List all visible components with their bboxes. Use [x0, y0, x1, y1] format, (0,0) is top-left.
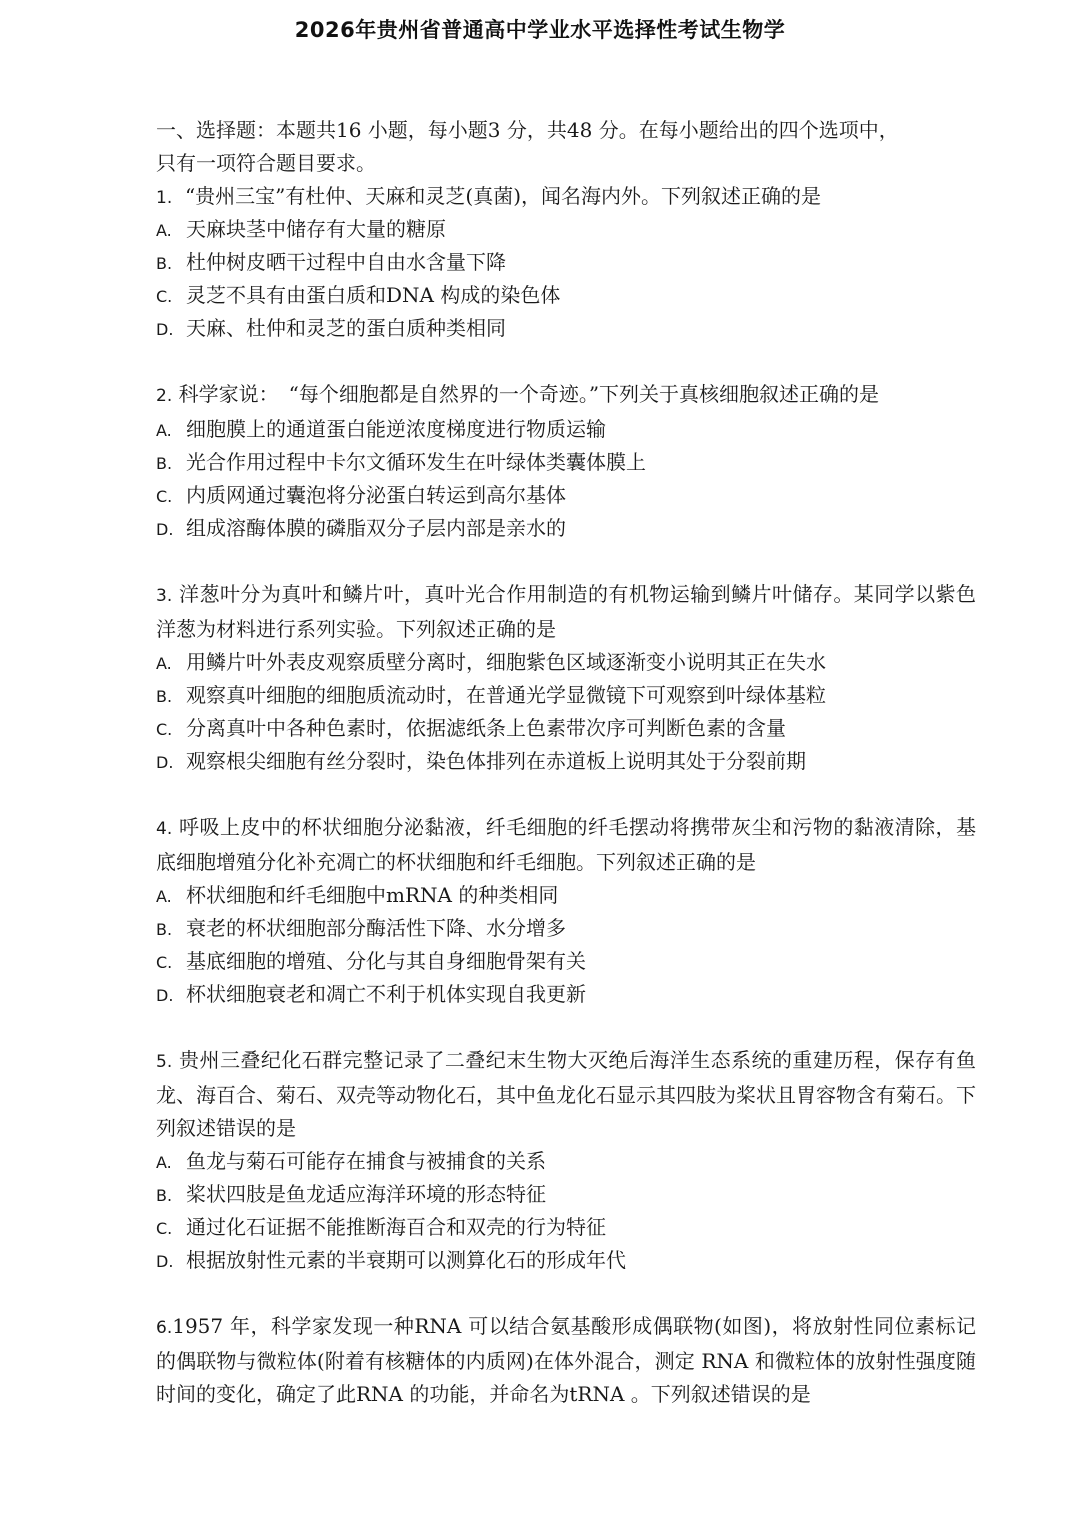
option-b	[156, 679, 976, 712]
option-letter: D.	[156, 520, 174, 539]
question-number: 4.	[156, 819, 173, 839]
option-a	[156, 1145, 976, 1178]
option-letter: B.	[156, 454, 173, 473]
option-letter: C.	[156, 1219, 173, 1238]
option-a	[156, 413, 976, 446]
option-c	[156, 712, 976, 745]
question-4	[156, 811, 976, 1011]
question-stem: 贵州三叠纪化石群完整记录了二叠纪末生物大灭绝后海洋生态系统的重建历程，保存有鱼龙、海百合、菊石、双壳等动物化石，其中鱼龙化石显示其四肢为桨状且胃容物含有菊石。下列叙述错误的是	[156, 1048, 977, 1140]
option-c	[156, 479, 976, 512]
option-letter: A.	[156, 221, 172, 240]
option-letter: D.	[156, 986, 174, 1005]
option-letter: A.	[156, 1153, 172, 1172]
option-text: 根据放射性元素的半衰期可以测算化石的形成年代	[186, 1248, 626, 1272]
exam-content	[156, 114, 976, 1411]
option-letter: D.	[156, 753, 174, 772]
option-text: 分离真叶中各种色素时，依据滤纸条上色素带次序可判断色素的含量	[186, 716, 786, 740]
option-d	[156, 512, 976, 545]
question-number: 3.	[156, 586, 173, 606]
option-text: 桨状四肢是鱼龙适应海洋环境的形态特征	[186, 1182, 546, 1206]
option-b	[156, 246, 976, 279]
section-header-line2: 只有一项符合题目要求。	[156, 151, 376, 175]
option-letter: C.	[156, 953, 173, 972]
option-text: 基底细胞的增殖、分化与其自身细胞骨架有关	[186, 949, 586, 973]
option-letter: A.	[156, 654, 172, 673]
option-text: 天麻、杜仲和灵芝的蛋白质种类相同	[186, 316, 506, 340]
section-header-line1: 一、选择题：本题共16 小题，每小题3 分，共48 分。在每小题给出的四个选项中，	[156, 118, 899, 142]
option-letter: C.	[156, 287, 173, 306]
option-letter: C.	[156, 720, 173, 739]
option-letter: A.	[156, 421, 172, 440]
question-6	[156, 1310, 976, 1411]
option-c	[156, 945, 976, 978]
question-number: 2.	[156, 386, 173, 406]
option-a	[156, 879, 976, 912]
option-text: 天麻块茎中储存有大量的糖原	[186, 217, 446, 241]
option-text: 灵芝不具有由蛋白质和DNA 构成的染色体	[186, 283, 561, 307]
option-text: 内质网通过囊泡将分泌蛋白转运到高尔基体	[186, 483, 566, 507]
option-text: 通过化石证据不能推断海百合和双壳的行为特征	[186, 1215, 606, 1239]
option-c	[156, 1211, 976, 1244]
option-letter: D.	[156, 320, 174, 339]
option-d	[156, 978, 976, 1011]
option-letter: B.	[156, 920, 173, 939]
option-letter: B.	[156, 254, 173, 273]
option-text: 光合作用过程中卡尔文循环发生在叶绿体类囊体膜上	[186, 450, 646, 474]
question-stem: “贵州三宝”有杜仲、天麻和灵芝(真菌)，闻名海内外。下列叙述正确的是	[184, 184, 822, 208]
option-b	[156, 1178, 976, 1211]
question-number: 1.	[156, 188, 173, 208]
question-number: 6.	[156, 1318, 173, 1338]
option-a	[156, 213, 976, 246]
question-2	[156, 378, 976, 545]
option-letter: A.	[156, 887, 172, 906]
option-letter: B.	[156, 1186, 173, 1205]
question-3	[156, 578, 976, 778]
question-number: 5.	[156, 1052, 173, 1072]
option-text: 杯状细胞和纤毛细胞中mRNA 的种类相同	[186, 883, 559, 907]
question-stem: 呼吸上皮中的杯状细胞分泌黏液，纤毛细胞的纤毛摆动将携带灰尘和污物的黏液清除，基底细胞增殖分化补充凋亡的杯状细胞和纤毛细胞。下列叙述正确的是	[156, 815, 977, 874]
option-text: 杯状细胞衰老和凋亡不利于机体实现自我更新	[186, 982, 586, 1006]
page-title: 2026年贵州省普通高中学业水平选择性考试生物学	[294, 18, 786, 42]
question-stem: 1957 年，科学家发现一种RNA 可以结合氨基酸形成偶联物(如图)，将放射性同位素标记的偶联物与微粒体(附着有核糖体的内质网)在体外混合，测定 RNA 和微粒体的放射性强度随时间的变化，确定了此RNA 的功能，并命名为tRNA 。下列叙述错误的是	[156, 1314, 976, 1406]
option-text: 细胞膜上的通道蛋白能逆浓度梯度进行物质运输	[186, 417, 606, 441]
option-b	[156, 446, 976, 479]
option-b	[156, 912, 976, 945]
option-d	[156, 745, 976, 778]
option-d	[156, 1244, 976, 1277]
question-stem: 科学家说： “每个细胞都是自然界的一个奇迹。”下列关于真核细胞叙述正确的是	[178, 382, 880, 406]
option-letter: B.	[156, 687, 173, 706]
option-a	[156, 646, 976, 679]
option-text: 用鳞片叶外表皮观察质壁分离时，细胞紫色区域逐渐变小说明其正在失水	[186, 650, 826, 674]
question-stem: 洋葱叶分为真叶和鳞片叶，真叶光合作用制造的有机物运输到鳞片叶储存。某同学以紫色洋葱为材料进行系列实验。下列叙述正确的是	[156, 582, 977, 641]
option-text: 组成溶酶体膜的磷脂双分子层内部是亲水的	[186, 516, 566, 540]
option-c	[156, 279, 976, 312]
option-letter: C.	[156, 487, 173, 506]
question-5	[156, 1044, 976, 1277]
question-1	[156, 180, 976, 345]
option-text: 杜仲树皮晒干过程中自由水含量下降	[186, 250, 506, 274]
option-d	[156, 312, 976, 345]
option-letter: D.	[156, 1252, 174, 1271]
option-text: 观察真叶细胞的细胞质流动时，在普通光学显微镜下可观察到叶绿体基粒	[186, 683, 826, 707]
option-text: 观察根尖细胞有丝分裂时，染色体排列在赤道板上说明其处于分裂前期	[186, 749, 806, 773]
option-text: 鱼龙与菊石可能存在捕食与被捕食的关系	[186, 1149, 546, 1173]
option-text: 衰老的杯状细胞部分酶活性下降、水分增多	[186, 916, 566, 940]
